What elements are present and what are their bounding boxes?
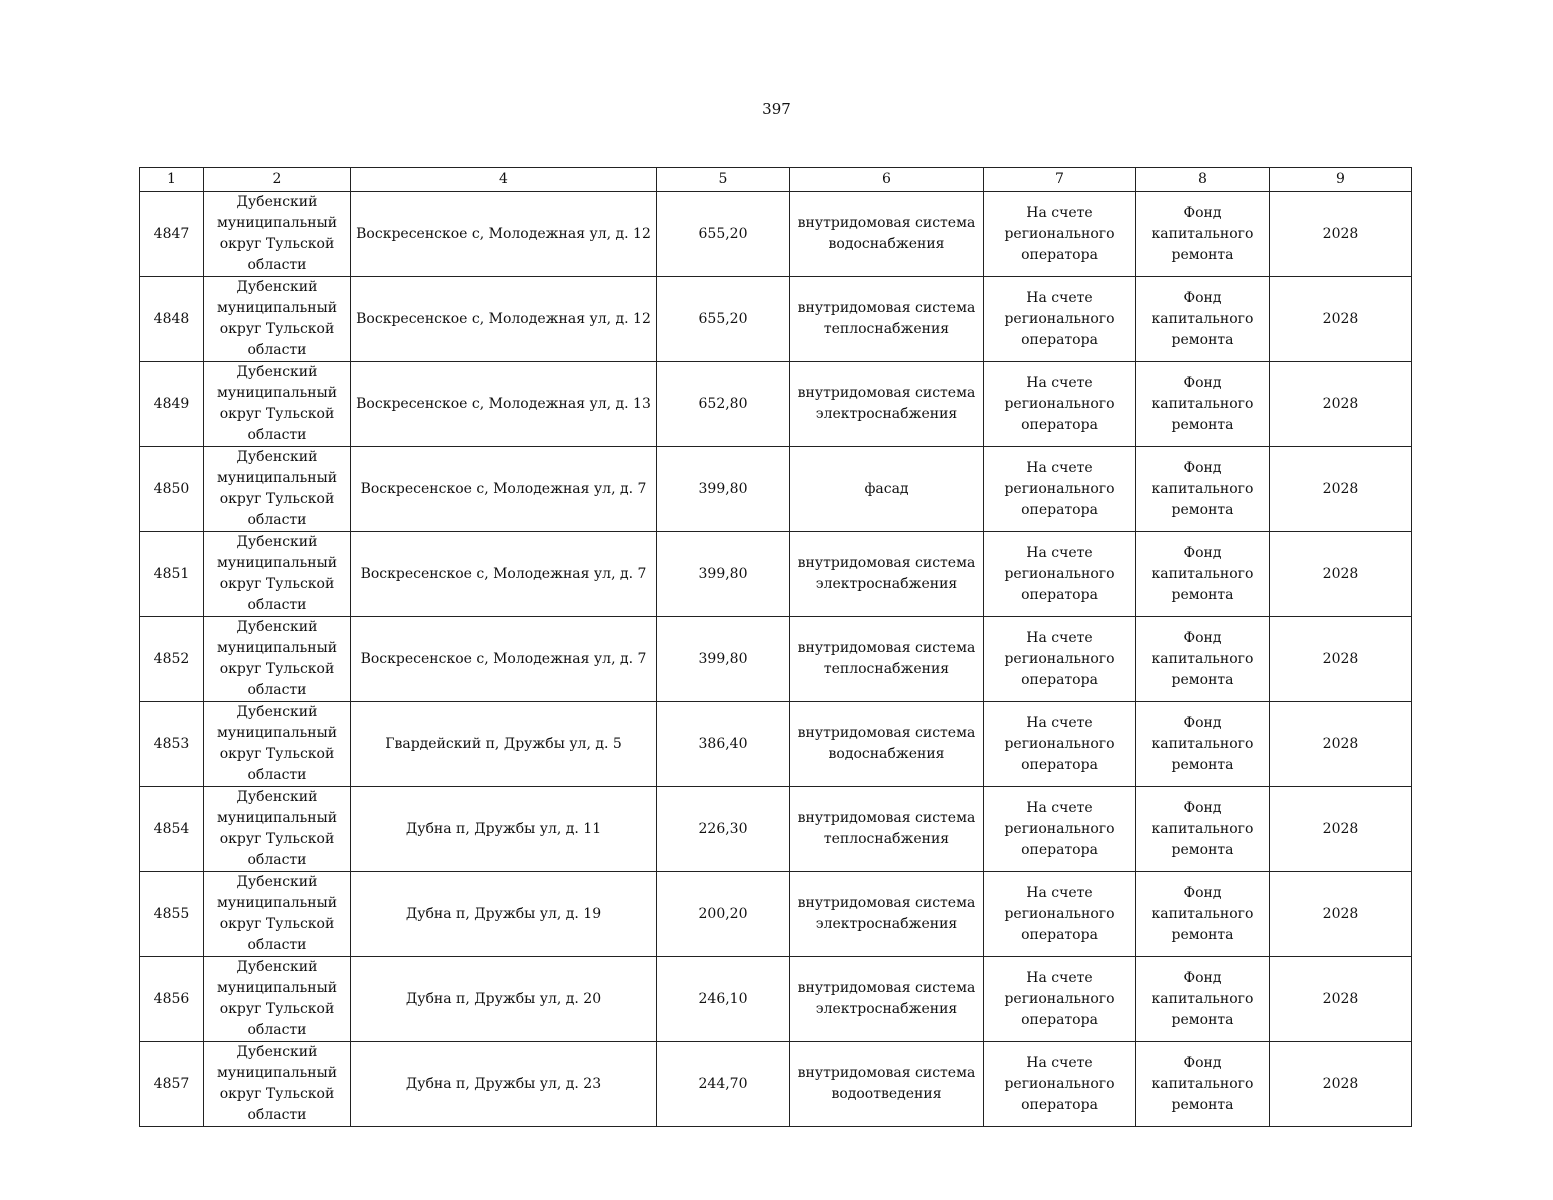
column-header: 8	[1136, 168, 1270, 192]
work-type-cell: внутридомовая система водоснабжения	[790, 192, 984, 277]
municipality-cell: Дубенский муниципальный округ Тульской области	[204, 1042, 351, 1127]
area-cell: 399,80	[657, 447, 790, 532]
funding-cell: Фонд капитального ремонта	[1136, 447, 1270, 532]
area-cell: 399,80	[657, 532, 790, 617]
year-cell: 2028	[1270, 192, 1412, 277]
row-number-cell: 4850	[140, 447, 204, 532]
funding-cell: Фонд капитального ремонта	[1136, 532, 1270, 617]
row-number-cell: 4853	[140, 702, 204, 787]
municipality-cell: Дубенский муниципальный округ Тульской области	[204, 957, 351, 1042]
municipality-cell: Дубенский муниципальный округ Тульской области	[204, 532, 351, 617]
account-cell: На счете регионального оператора	[984, 277, 1136, 362]
table-row	[140, 362, 1412, 447]
year-cell: 2028	[1270, 957, 1412, 1042]
row-number-cell: 4855	[140, 872, 204, 957]
municipality-cell: Дубенский муниципальный округ Тульской области	[204, 872, 351, 957]
area-cell: 386,40	[657, 702, 790, 787]
municipality-cell: Дубенский муниципальный округ Тульской области	[204, 362, 351, 447]
year-cell: 2028	[1270, 447, 1412, 532]
work-type-cell: внутридомовая система теплоснабжения	[790, 277, 984, 362]
year-cell: 2028	[1270, 362, 1412, 447]
funding-cell: Фонд капитального ремонта	[1136, 1042, 1270, 1127]
address-cell: Дубна п, Дружбы ул, д. 11	[351, 787, 657, 872]
address-cell: Воскресенское с, Молодежная ул, д. 7	[351, 447, 657, 532]
area-cell: 200,20	[657, 872, 790, 957]
year-cell: 2028	[1270, 872, 1412, 957]
funding-cell: Фонд капитального ремонта	[1136, 617, 1270, 702]
table-header-row	[140, 168, 1412, 192]
area-cell: 652,80	[657, 362, 790, 447]
work-type-cell: внутридомовая система электроснабжения	[790, 872, 984, 957]
table-row	[140, 617, 1412, 702]
account-cell: На счете регионального оператора	[984, 702, 1136, 787]
year-cell: 2028	[1270, 617, 1412, 702]
address-cell: Дубна п, Дружбы ул, д. 20	[351, 957, 657, 1042]
row-number-cell: 4851	[140, 532, 204, 617]
address-cell: Воскресенское с, Молодежная ул, д. 12	[351, 277, 657, 362]
row-number-cell: 4854	[140, 787, 204, 872]
area-cell: 246,10	[657, 957, 790, 1042]
column-header: 1	[140, 168, 204, 192]
account-cell: На счете регионального оператора	[984, 192, 1136, 277]
funding-cell: Фонд капитального ремонта	[1136, 277, 1270, 362]
work-type-cell: внутридомовая система электроснабжения	[790, 362, 984, 447]
row-number-cell: 4852	[140, 617, 204, 702]
address-cell: Дубна п, Дружбы ул, д. 19	[351, 872, 657, 957]
funding-cell: Фонд капитального ремонта	[1136, 872, 1270, 957]
page-number: 397	[762, 100, 791, 118]
account-cell: На счете регионального оператора	[984, 957, 1136, 1042]
year-cell: 2028	[1270, 702, 1412, 787]
table-row	[140, 447, 1412, 532]
table-row	[140, 1042, 1412, 1127]
area-cell: 226,30	[657, 787, 790, 872]
account-cell: На счете регионального оператора	[984, 617, 1136, 702]
area-cell: 655,20	[657, 277, 790, 362]
municipality-cell: Дубенский муниципальный округ Тульской области	[204, 277, 351, 362]
funding-cell: Фонд капитального ремонта	[1136, 192, 1270, 277]
work-type-cell: внутридомовая система водоснабжения	[790, 702, 984, 787]
address-cell: Воскресенское с, Молодежная ул, д. 13	[351, 362, 657, 447]
work-type-cell: внутридомовая система теплоснабжения	[790, 787, 984, 872]
account-cell: На счете регионального оператора	[984, 872, 1136, 957]
column-header: 4	[351, 168, 657, 192]
table-row	[140, 532, 1412, 617]
municipality-cell: Дубенский муниципальный округ Тульской области	[204, 192, 351, 277]
row-number-cell: 4849	[140, 362, 204, 447]
work-type-cell: внутридомовая система электроснабжения	[790, 532, 984, 617]
address-cell: Воскресенское с, Молодежная ул, д. 12	[351, 192, 657, 277]
work-type-cell: внутридомовая система водоотведения	[790, 1042, 984, 1127]
year-cell: 2028	[1270, 787, 1412, 872]
column-header: 2	[204, 168, 351, 192]
area-cell: 399,80	[657, 617, 790, 702]
table-row	[140, 787, 1412, 872]
row-number-cell: 4856	[140, 957, 204, 1042]
work-type-cell: фасад	[790, 447, 984, 532]
row-number-cell: 4847	[140, 192, 204, 277]
column-header: 7	[984, 168, 1136, 192]
work-type-cell: внутридомовая система электроснабжения	[790, 957, 984, 1042]
row-number-cell: 4857	[140, 1042, 204, 1127]
account-cell: На счете регионального оператора	[984, 447, 1136, 532]
year-cell: 2028	[1270, 1042, 1412, 1127]
address-cell: Воскресенское с, Молодежная ул, д. 7	[351, 617, 657, 702]
registry-table	[139, 167, 1412, 1127]
table-row	[140, 872, 1412, 957]
column-header: 5	[657, 168, 790, 192]
municipality-cell: Дубенский муниципальный округ Тульской области	[204, 702, 351, 787]
municipality-cell: Дубенский муниципальный округ Тульской области	[204, 787, 351, 872]
funding-cell: Фонд капитального ремонта	[1136, 362, 1270, 447]
account-cell: На счете регионального оператора	[984, 532, 1136, 617]
address-cell: Дубна п, Дружбы ул, д. 23	[351, 1042, 657, 1127]
address-cell: Гвардейский п, Дружбы ул, д. 5	[351, 702, 657, 787]
column-header: 9	[1270, 168, 1412, 192]
year-cell: 2028	[1270, 532, 1412, 617]
row-number-cell: 4848	[140, 277, 204, 362]
account-cell: На счете регионального оператора	[984, 787, 1136, 872]
municipality-cell: Дубенский муниципальный округ Тульской области	[204, 617, 351, 702]
table-row	[140, 192, 1412, 277]
funding-cell: Фонд капитального ремонта	[1136, 787, 1270, 872]
funding-cell: Фонд капитального ремонта	[1136, 702, 1270, 787]
table-row	[140, 957, 1412, 1042]
work-type-cell: внутридомовая система теплоснабжения	[790, 617, 984, 702]
area-cell: 655,20	[657, 192, 790, 277]
municipality-cell: Дубенский муниципальный округ Тульской области	[204, 447, 351, 532]
column-header: 6	[790, 168, 984, 192]
year-cell: 2028	[1270, 277, 1412, 362]
address-cell: Воскресенское с, Молодежная ул, д. 7	[351, 532, 657, 617]
account-cell: На счете регионального оператора	[984, 1042, 1136, 1127]
table-row	[140, 277, 1412, 362]
account-cell: На счете регионального оператора	[984, 362, 1136, 447]
table-row	[140, 702, 1412, 787]
area-cell: 244,70	[657, 1042, 790, 1127]
funding-cell: Фонд капитального ремонта	[1136, 957, 1270, 1042]
